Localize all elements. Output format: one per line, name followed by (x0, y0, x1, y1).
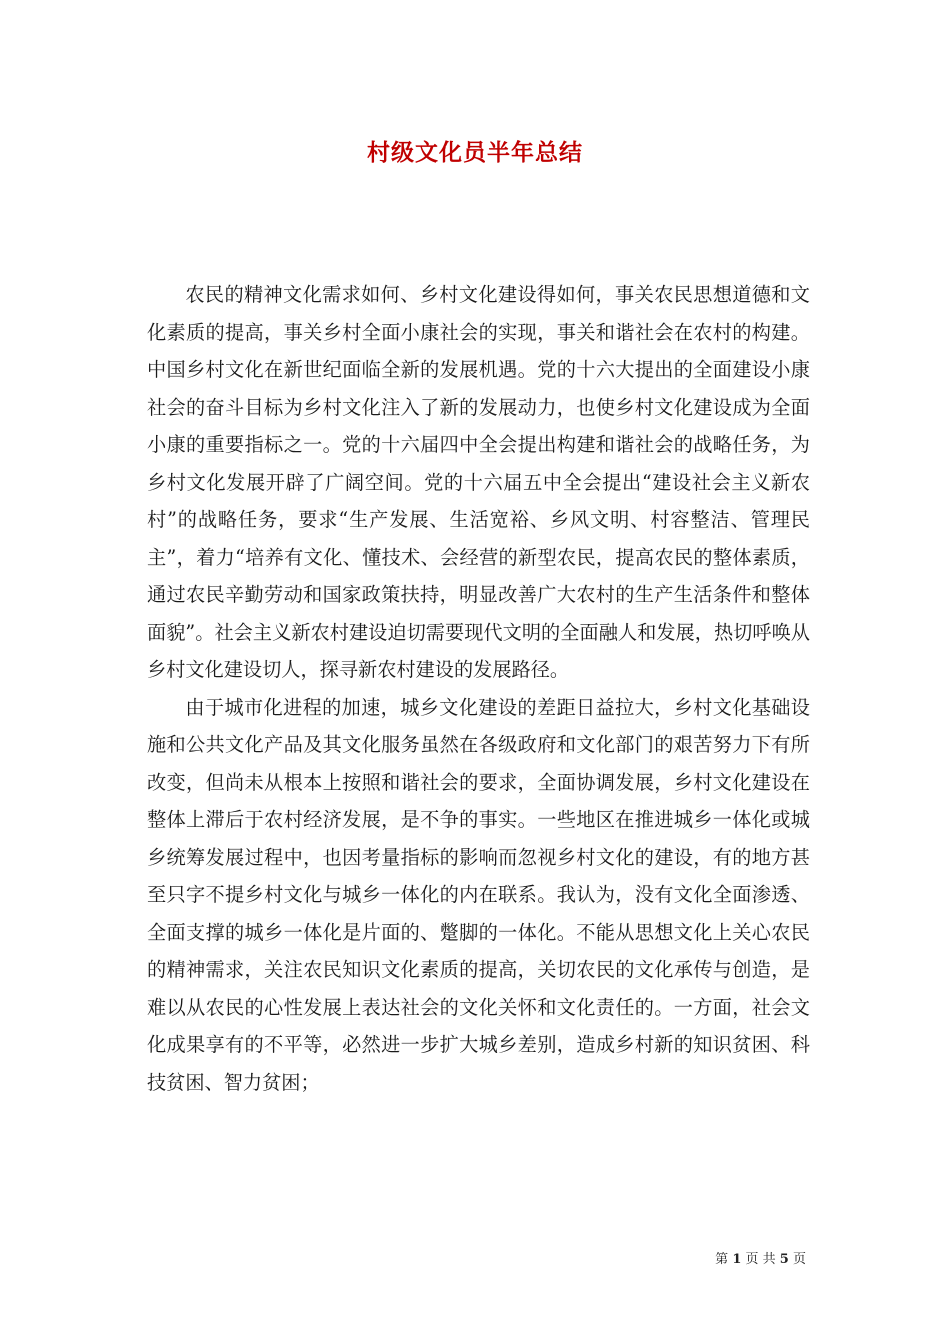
footer-total-pages: 5 (779, 1252, 789, 1267)
document-title: 村级文化员半年总结 (367, 139, 583, 166)
footer-suffix: 页 (792, 1252, 806, 1267)
paragraph-1: 农民的精神文化需求如何、乡村文化建设得如何，事关农民思想道德和文化素质的提高，事关乡村全面小康社会的实现，事关和谐社会在农村的构建。中国乡村文化在新世纪面临全新的发展机遇。党的十六大提出的全面建设小康社会的奋斗目标为乡村文化注入了新的发展动力，也使乡村文化建设成为全面小康的重要指标之一。党的十六届四中全会提出构建和谐社会的战略任务，为乡村文化发展开辟了广阔空间。党的十六届五中全会提出“建设社会主义新农村”的战略任务，要求“生产发展、生活宽裕、乡风文明、村容整洁、管理民主”，着力“培养有文化、懂技术、会经营的新型农民，提高农民的整体素质，通过农民辛勤劳动和国家政策扶持，明显改善广大农村的生产生活条件和整体面貌”。社会主义新农村建设迫切需要现代文明的全面融人和发展，热切呼唤从乡村文化建设切人，探寻新农村建设的发展路径。 (147, 283, 810, 681)
document-body (147, 276, 810, 1101)
footer-middle: 页 共 (745, 1252, 776, 1267)
paragraph-2: 由于城市化进程的加速，城乡文化建设的差距日益拉大，乡村文化基础设施和公共文化产品及其文化服务虽然在各级政府和文化部门的艰苦努力下有所改变，但尚未从根本上按照和谐社会的要求，全面协调发展，乡村文化建设在整体上滞后于农村经济发展，是不争的事实。一些地区在推进城乡一体化或城乡统筹发展过程中，也因考量指标的影响而忽视乡村文化的建设，有的地方甚至只字不提乡村文化与城乡一体化的内在联系。我认为，没有文化全面渗透、全面支撑的城乡一体化是片面的、蹩脚的一体化。不能从思想文化上关心农民的精神需求，关注农民知识文化素质的提高，关切农民的文化承传与创造，是难以从农民的心性发展上表达社会的文化关怀和文化责任的。一方面，社会文化成果享有的不平等，必然进一步扩大城乡差别，造成乡村新的知识贫困、科技贫困、智力贫困； (147, 695, 810, 1094)
footer-current-page: 1 (732, 1252, 742, 1267)
page-number-footer (715, 1248, 806, 1267)
footer-prefix: 第 (715, 1252, 729, 1267)
